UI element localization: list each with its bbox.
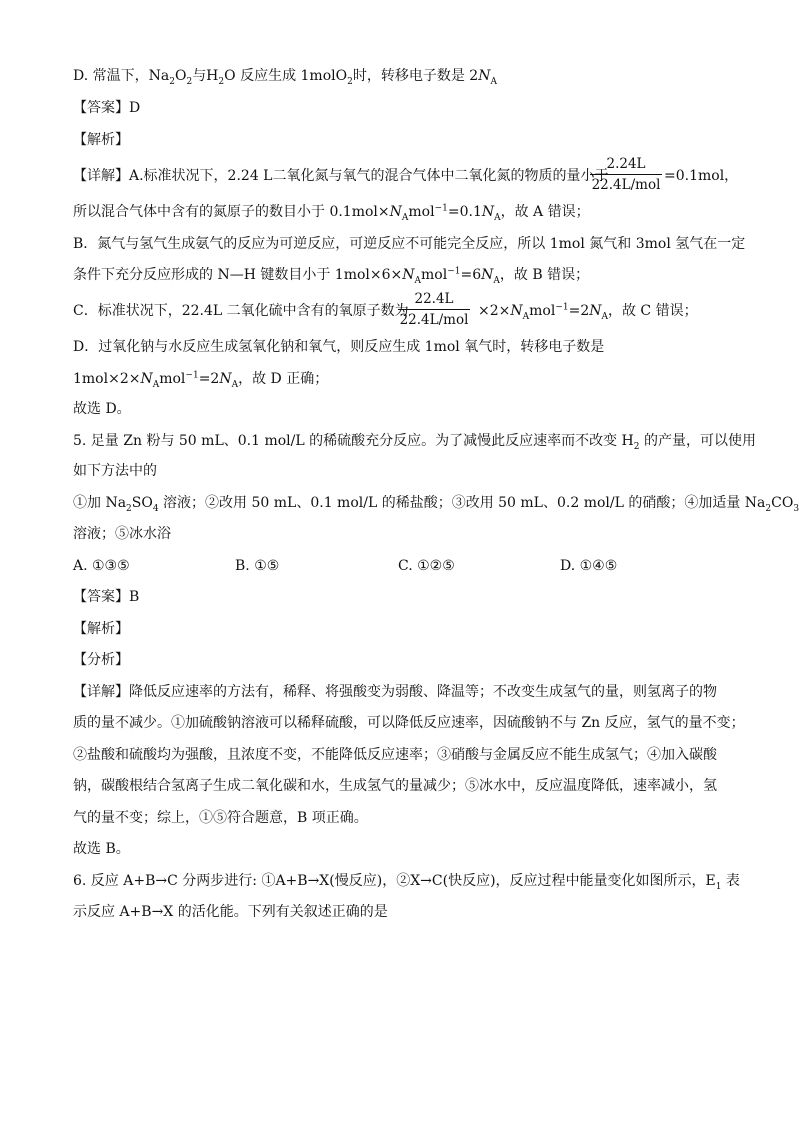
q5-detail-line3: ②盐酸和硫酸均为强酸，且浓度不变，不能降低反应速率；③硝酸与金属反应不能生成氢气；④加入碳酸 [73,747,717,763]
q5-option-a: A. ①③⑤ [73,558,130,574]
q4-detail-c-result: $\times 2\times N_Amol^{-1}=2N_A$，故 C 错误； [478,302,698,322]
q4-detail-a-line1: 【详解】A.标准状况下，2.24 L二氧化氮与氧气的混合气体中二氧化氮的物质的量小于 [73,168,609,184]
q5-analysis-heading: 【解析】 [73,621,129,637]
q4-analysis-heading: 【解析】 [73,132,129,148]
q4-detail-a-result: =0.1mol， [664,168,739,184]
q5-answer: 【答案】B [73,589,140,605]
q5-option-d: D. ①④⑤ [560,558,618,574]
q5-option-b: B. ①⑤ [235,558,280,574]
q5-conclusion: 故选 B。 [73,841,130,857]
q5-items-line1: ①加 $Na_2SO_4$ 溶液；②改用 50 mL、0.1 mol/L 的稀盐酸；③改用 50 mL、0.2 mol/L 的硝酸；④加适量 $Na_2CO_3$ [73,495,799,514]
q6-stem-line1: 6. 反应 A+B→C 分两步进行: ①A+B→X(慢反应)，②X→C(快反应)，反应过程中能量变化如图所示，$E_1$ 表 [73,873,740,892]
q4-answer: 【答案】D [73,100,141,116]
q4-detail-a-line2: 所以混合气体中含有的氮原子的数目小于 $0.1mol\times N_Amol^{-1}=0.1N_A$，故 A 错误； [73,203,590,223]
q4-fraction-c: 22.4L 22.4L/mol [399,291,469,328]
q5-items-line2: 溶液；⑤冰水浴 [73,526,171,542]
q5-detail-line1: 【详解】降低反应速率的方法有，稀释、将强酸变为弱酸、降温等；不改变生成氢气的量，则氢离子的物 [73,684,717,700]
prev-option-d: D. 常温下，$Na_2O_2$与$H_2O$ 反应生成 1molO$_2$时，转移电子数是 $2N_A$ [73,68,497,87]
q5-detail-line4: 钠，碳酸根结合氢离子生成二氧化碳和水，生成氢气的量减少；⑤冰水中，反应温度降低，速率减小，氢 [73,778,717,794]
q4-detail-c: C．标准状况下，22.4L 二氧化硫中含有的氧原子数为 [73,303,409,319]
q4-detail-d-line2: $1mol\times 2\times N_Amol^{-1}=2N_A$，故 D 正确； [73,370,329,390]
q4-conclusion: 故选 D。 [73,401,131,417]
q5-fenxi-heading: 【分析】 [73,652,129,668]
q4-fraction-a: 2.24L 22.4L/mol [591,156,661,193]
q5-detail-line2: 质的量不减少。①加硫酸钠溶液可以稀释硫酸，可以降低反应速率，因硫酸钠不与 Zn 反应，氢气的量不变； [73,715,745,731]
q5-stem-line1: 5. 足量 Zn 粉与 50 mL、0.1 mol/L 的稀硫酸充分反应。为了减慢此反应速率而不改变 $H_2$ 的产量，可以使用 [73,433,756,452]
q5-detail-line5: 气的量不变；综上，①⑤符合题意，B 项正确。 [73,810,368,826]
q6-stem-line2: 示反应 A+B→X 的活化能。下列有关叙述正确的是 [73,904,388,920]
q5-stem-line2: 如下方法中的 [73,463,157,479]
q4-detail-d-line1: D．过氧化钠与水反应生成氢氧化钠和氧气，则反应生成 1mol 氧气时，转移电子数是 [73,339,605,355]
q4-detail-b-line2: 条件下充分反应形成的 N—H 键数目小于 $1mol\times 6\times N_Amol^{-1}=6N_A$，故 B 错误； [73,266,590,286]
q5-option-c: C. ①②⑤ [398,558,455,574]
q4-detail-b-line1: B．氮气与氢气生成氨气的反应为可逆反应，可逆反应不可能完全反应，所以 1mol 氮气和 3mol 氢气在一定 [73,236,746,252]
